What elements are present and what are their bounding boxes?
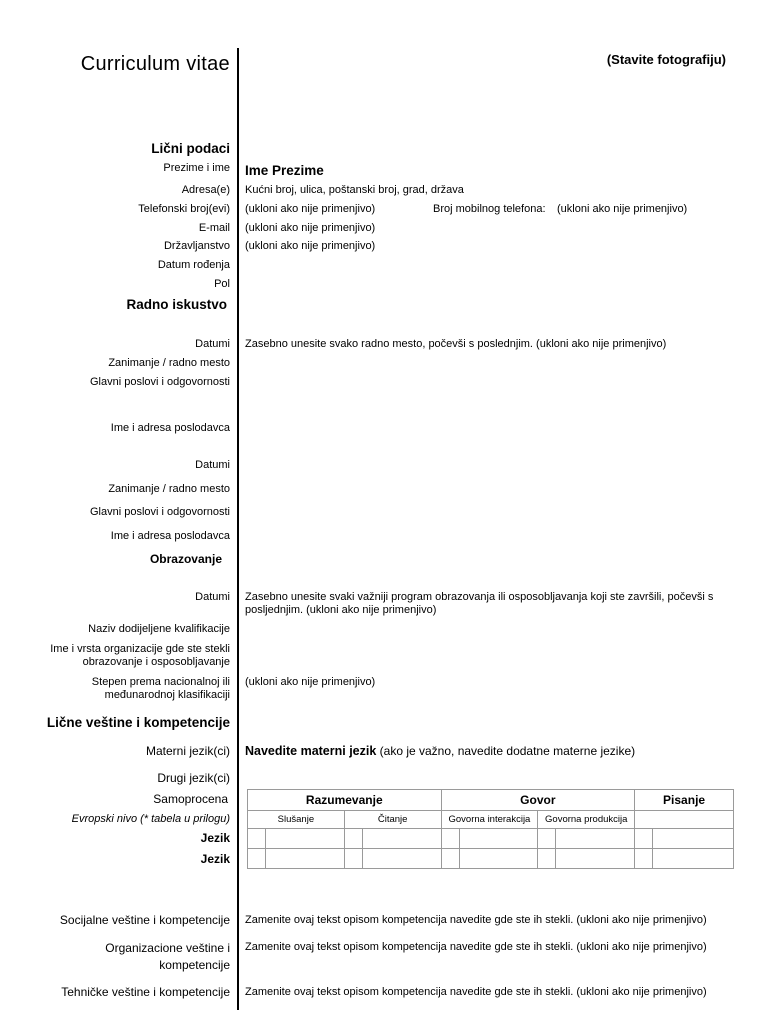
table-row bbox=[248, 849, 734, 869]
language-self-assessment-table bbox=[247, 789, 734, 869]
table-subheader-row bbox=[248, 811, 734, 829]
table-cell[interactable] bbox=[248, 829, 266, 849]
table-cell[interactable] bbox=[265, 849, 344, 869]
name-value: Ime Prezime bbox=[245, 163, 324, 178]
language-row-label-1: Jezik bbox=[200, 831, 230, 845]
duties-label-2: Glavni poslovi i odgovornosti bbox=[89, 506, 230, 518]
table-cell[interactable] bbox=[265, 829, 344, 849]
phone-label: Telefonski broj(evi) bbox=[138, 203, 230, 215]
technical-skills-value: Zamenite ovaj tekst opisom kompetencija navedite gde ste ih stekli. (ukloni ako nije primenjivo) bbox=[245, 986, 707, 998]
table-cell[interactable] bbox=[556, 829, 635, 849]
mother-tongue-value bbox=[245, 744, 635, 758]
work-date-label: Datumi bbox=[195, 338, 230, 350]
skills-section-title: Lične veštine i kompetencije bbox=[46, 715, 230, 730]
writing-subheader bbox=[635, 811, 734, 829]
table-cell[interactable] bbox=[344, 849, 362, 869]
table-header-row bbox=[248, 790, 734, 811]
mother-tongue-label: Materni jezik(ci) bbox=[145, 744, 230, 758]
table-cell[interactable] bbox=[556, 849, 635, 869]
table-cell[interactable] bbox=[459, 829, 538, 849]
social-skills-value: Zamenite ovaj tekst opisom kompetencija navedite gde ste ih stekli. (ukloni ako nije primenjivo) bbox=[245, 914, 707, 926]
mobile-label: Broj mobilnog telefona: bbox=[433, 203, 546, 215]
european-level-label: Evropski nivo (* tabela u prilogu) bbox=[71, 813, 230, 825]
education-date-label: Datumi bbox=[195, 591, 230, 603]
classification-value: (ukloni ako nije primenjivo) bbox=[245, 676, 376, 688]
cv-title: Curriculum vitae bbox=[80, 53, 230, 75]
occupation-label-2: Zanimanje / radno mesto bbox=[108, 483, 230, 495]
technical-skills-label: Tehničke veštine i kompetencije bbox=[61, 985, 230, 999]
table-cell[interactable] bbox=[344, 829, 362, 849]
employer-label-2: Ime i adresa poslodavca bbox=[110, 530, 230, 542]
email-label: E-mail bbox=[198, 222, 230, 234]
education-date-value: Zasebno unesite svaki važniji program obrazovanja ili osposobljavanja koji ste završili, počevši s posljednjim. (ukloni ako nije primenjivo) bbox=[245, 591, 714, 616]
citizenship-value: (ukloni ako nije primenjivo) bbox=[245, 240, 376, 252]
speaking-header: Govor bbox=[441, 790, 635, 811]
other-languages-label: Drugi jezik(ci) bbox=[157, 771, 230, 785]
interaction-header: Govorna interakcija bbox=[441, 811, 538, 829]
table-cell[interactable] bbox=[441, 849, 459, 869]
table-cell[interactable] bbox=[653, 849, 734, 869]
organisational-skills-value: Zamenite ovaj tekst opisom kompetencija navedite gde ste ih stekli. (ukloni ako nije primenjivo) bbox=[245, 941, 707, 953]
production-header: Govorna produkcija bbox=[538, 811, 635, 829]
personal-section-title: Lični podaci bbox=[151, 141, 230, 156]
self-assessment-label: Samoprocena bbox=[153, 792, 228, 806]
listening-header: Slušanje bbox=[248, 811, 345, 829]
table-cell[interactable] bbox=[635, 849, 653, 869]
table-cell[interactable] bbox=[362, 849, 441, 869]
table-cell[interactable] bbox=[459, 849, 538, 869]
work-date-value: Zasebno unesite svako radno mesto, počevši s poslednjim. (ukloni ako nije primenjivo) bbox=[245, 338, 667, 350]
organisation-label: Ime i vrsta organizacije gde ste stekli obrazovanje i osposobljavanje bbox=[50, 643, 230, 668]
education-section-title: Obrazovanje bbox=[149, 552, 222, 566]
mother-tongue-rest: (ako je važno, navedite dodatne materne jezike) bbox=[376, 744, 636, 758]
phone-value: (ukloni ako nije primenjivo) bbox=[245, 203, 376, 215]
photo-placeholder: (Stavite fotografiju) bbox=[606, 52, 726, 67]
mobile-value: (ukloni ako nije primenjivo) bbox=[557, 203, 688, 215]
work-section-title: Radno iskustvo bbox=[126, 297, 227, 312]
table-cell[interactable] bbox=[635, 829, 653, 849]
table-row bbox=[248, 829, 734, 849]
language-row-label-2: Jezik bbox=[200, 852, 230, 866]
sex-label: Pol bbox=[214, 278, 230, 290]
organisational-skills-label: Organizacione veštine i kompetencije bbox=[105, 941, 230, 972]
citizenship-label: Državljanstvo bbox=[163, 240, 230, 252]
employer-label: Ime i adresa poslodavca bbox=[110, 422, 230, 434]
social-skills-label: Socijalne veštine i kompetencije bbox=[59, 913, 230, 927]
work-date-label-2: Datumi bbox=[195, 459, 230, 471]
table-cell[interactable] bbox=[653, 829, 734, 849]
classification-label: Stepen prema nacionalnoj ili međunarodnoj klasifikaciji bbox=[91, 676, 230, 701]
table-cell[interactable] bbox=[248, 849, 266, 869]
writing-header: Pisanje bbox=[635, 790, 734, 811]
address-value: Kućni broj, ulica, poštanski broj, grad, država bbox=[245, 184, 464, 196]
name-label: Prezime i ime bbox=[163, 162, 230, 174]
mother-tongue-bold: Navedite materni jezik bbox=[245, 744, 377, 758]
reading-header: Čitanje bbox=[344, 811, 441, 829]
table-cell[interactable] bbox=[362, 829, 441, 849]
birth-date-label: Datum rođenja bbox=[157, 259, 230, 271]
occupation-label: Zanimanje / radno mesto bbox=[108, 357, 230, 369]
table-cell[interactable] bbox=[441, 829, 459, 849]
understanding-header: Razumevanje bbox=[248, 790, 442, 811]
column-divider bbox=[237, 48, 239, 1010]
address-label: Adresa(e) bbox=[181, 184, 230, 196]
duties-label: Glavni poslovi i odgovornosti bbox=[89, 376, 230, 388]
table-cell[interactable] bbox=[538, 829, 556, 849]
qualification-label: Naziv dodijeljene kvalifikacije bbox=[88, 623, 230, 635]
table-cell[interactable] bbox=[538, 849, 556, 869]
email-value: (ukloni ako nije primenjivo) bbox=[245, 222, 376, 234]
